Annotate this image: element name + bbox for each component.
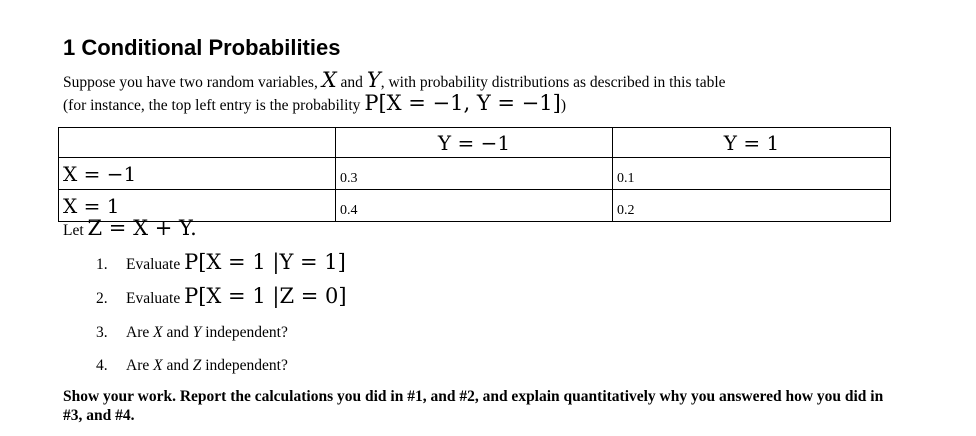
table-cell: 0.2 — [613, 190, 891, 222]
question-text: Evaluate — [126, 290, 185, 307]
question-var: Y — [192, 324, 202, 341]
intro-text-4: ) — [560, 97, 566, 114]
question-text: Evaluate — [126, 256, 185, 273]
document-body — [63, 34, 893, 116]
table-header-row — [59, 128, 891, 158]
question-math: P[X = 1 |Z = 0] — [184, 284, 347, 308]
section-heading: 1 Conditional Probabilities — [63, 35, 341, 60]
list-item — [96, 286, 347, 320]
question-text: independent? — [201, 357, 288, 374]
instruction-text: Show your work. Report the calculations you did in #1, and #2, and explain quantitatively why you answered how you did in #3, and #4. — [63, 388, 884, 424]
intro-paragraph — [63, 70, 893, 116]
table-corner-cell — [59, 128, 336, 158]
intro-text-3: (for instance, the top left entry is the probability — [63, 97, 365, 114]
table-header-y-neg1: Y = −1 — [336, 128, 613, 158]
table-cell: 0.4 — [336, 190, 613, 222]
list-item — [96, 252, 347, 286]
math-var-y: Y — [366, 68, 381, 92]
math-z-expression: Z = X + Y — [87, 216, 191, 240]
intro-and: and — [336, 74, 367, 91]
question-text: and — [162, 324, 193, 341]
row-label-x-1: X = 1 — [59, 190, 336, 222]
question-var: X — [153, 357, 163, 374]
probability-table — [58, 127, 891, 222]
list-item — [96, 324, 347, 357]
question-number: 1. — [96, 256, 108, 273]
table-row — [59, 158, 891, 190]
question-list — [96, 252, 347, 383]
intro-text-1: Suppose you have two random variables, — [63, 74, 322, 91]
question-number: 2. — [96, 290, 108, 307]
question-var: X — [153, 324, 163, 341]
question-math: P[X = 1 |Y = 1] — [184, 250, 346, 274]
table-cell: 0.1 — [613, 158, 891, 190]
question-text: Are — [126, 324, 154, 341]
let-prefix: Let — [63, 222, 88, 239]
question-text: Are — [126, 357, 154, 374]
table-cell: 0.3 — [336, 158, 613, 190]
math-var-x: X — [321, 68, 337, 92]
row-label-x-neg1: X = −1 — [59, 158, 336, 190]
question-number: 4. — [96, 357, 108, 374]
question-text: independent? — [201, 324, 288, 341]
question-var: Z — [192, 357, 202, 374]
question-number: 3. — [96, 324, 108, 341]
let-z-definition — [63, 218, 197, 240]
let-suffix: . — [190, 216, 197, 240]
list-item — [96, 357, 347, 387]
table-header-y-1: Y = 1 — [613, 128, 891, 158]
math-example-prob: P[X = −1, Y = −1] — [364, 91, 561, 115]
intro-text-2: , with probability distributions as described in this table — [380, 74, 726, 91]
question-text: and — [162, 357, 193, 374]
